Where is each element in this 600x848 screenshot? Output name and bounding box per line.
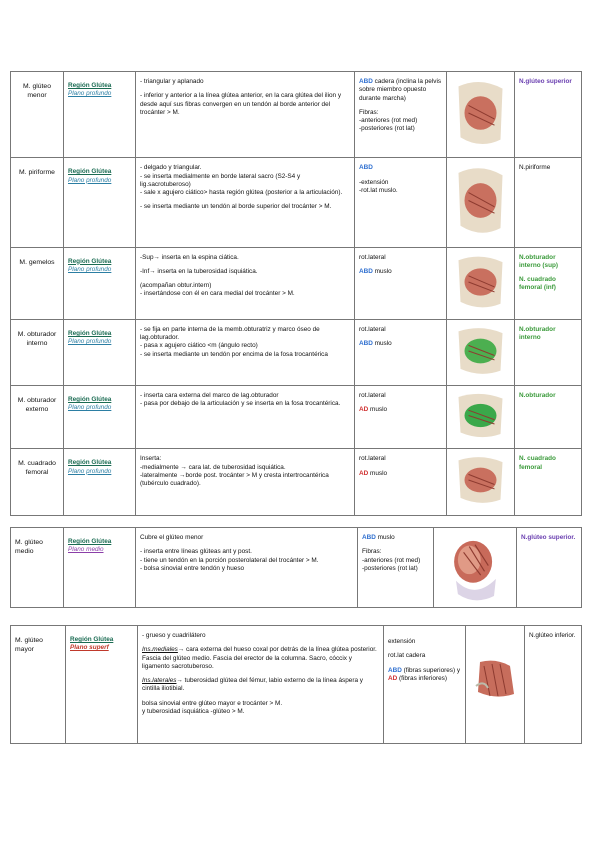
innervation-cell (515, 386, 582, 449)
action-cell (355, 319, 447, 385)
desc-line: (acompañan obtur.intern) (140, 282, 212, 290)
action-cell (358, 528, 434, 608)
action-cell (355, 72, 447, 158)
action-line: rot.lateral (359, 455, 386, 463)
action-cell (355, 449, 447, 515)
action-line: rot.lateral (359, 253, 386, 261)
desc-line: Cubre el glúteo menor (140, 534, 204, 541)
innervation-text: N.glúteo superior. (521, 534, 576, 541)
region-cell (64, 319, 136, 385)
region-link[interactable]: Región Glútea (68, 459, 112, 467)
image-cell (434, 528, 517, 608)
action-cell (355, 158, 447, 247)
desc-line: - pasa x agujero ciático <m (ángulo recto) (140, 342, 258, 350)
region-link[interactable]: Región Glútea (68, 538, 112, 545)
plane-link[interactable]: Plano profundo (68, 338, 112, 346)
hip-anatomy-image (450, 75, 511, 151)
muscle-name: M. cuadrado femoral (11, 449, 64, 515)
innervation-text: N.glúteo inferior. (529, 632, 576, 639)
desc-line: Inserta: (140, 455, 162, 463)
action-line: Fibras: (362, 548, 382, 556)
plane-link[interactable]: Plano profundo (68, 467, 112, 475)
desc-line: -Sup→ inserta en la espina ciática. (140, 253, 239, 261)
action-line: ABD muslo (359, 340, 392, 348)
desc-line: y tuberosidad isquiática -glúteo > M. (142, 708, 245, 716)
image-cell (447, 449, 515, 515)
action-cell (355, 386, 447, 449)
hip-anatomy-image (437, 531, 513, 604)
region-cell (64, 386, 136, 449)
desc-line: -medialmente → cara lat. de tuberosidad isquiática. (140, 463, 286, 471)
desc-line: -lateralmente →borde post. trocánter > M y cresta intertrocantérica (tubérculo cuadrado). (140, 472, 329, 488)
innervation-cell (515, 319, 582, 385)
muscle-name: M. gemelos (11, 247, 64, 319)
innervation-cell (515, 72, 582, 158)
hip-anatomy-image (450, 323, 511, 379)
hip-anatomy-image (450, 389, 511, 442)
innervation-text: N.obturador (519, 392, 556, 400)
innervation-text: N. cuadrado femoral (519, 455, 556, 471)
plane-link[interactable]: Plano profundo (68, 90, 112, 98)
desc-line: -Inf→ inserta en la tuberosidad isquiática. (140, 267, 258, 275)
table-deep-gluteal-muscles (10, 71, 582, 516)
muscle-name: M. glúteo menor (11, 72, 64, 158)
innervation-text: N.obturador interno (519, 325, 556, 342)
image-cell (447, 386, 515, 449)
desc-lateral: Ins.laterales→ tuberosidad glútea del fémur, labio externo de la línea áspera y cintilla iliotibial. (142, 677, 363, 693)
innervation-cell (515, 449, 582, 515)
region-cell (64, 449, 136, 515)
action-line: rot.lateral (359, 325, 386, 333)
description-cell (136, 72, 355, 158)
region-link[interactable]: Región Glútea (68, 82, 112, 89)
table-gluteus-medius (10, 527, 582, 608)
description-cell (136, 528, 358, 608)
muscle-name: M. glúteo medio (11, 528, 64, 608)
desc-line: - delgado y triangular. (140, 164, 202, 172)
plane-link[interactable]: Plano superf (70, 644, 109, 652)
muscle-name: M. obturador externo (11, 386, 64, 449)
plane-link[interactable]: Plano profundo (68, 404, 112, 412)
image-cell (447, 158, 515, 247)
desc-line: - se inserta medialmente en borde lateral sacro (S2-S4 y lig.sacrotuberoso) (140, 172, 301, 188)
action-line: rot.lateral (359, 392, 386, 400)
action-line: ABD (359, 164, 373, 172)
region-link[interactable]: Región Glútea (68, 257, 112, 265)
hip-anatomy-image (450, 161, 511, 240)
region-link[interactable]: Región Glútea (68, 396, 112, 404)
action-line: -extensión (359, 178, 389, 186)
table-row (11, 319, 582, 385)
region-cell (64, 247, 136, 319)
desc-line: - inferior y anterior a la línea glútea anterior, en la cara glútea del ilion y desde aquí sus fibras convergen en un tendón al borde anterior del trocánter > M. (140, 92, 342, 116)
action-line: -anteriores (rot med) (359, 117, 418, 125)
table-row (11, 626, 582, 744)
hip-anatomy-image (469, 656, 521, 702)
hip-anatomy-image (450, 452, 511, 508)
desc-line: - bolsa sinovial entre tendón y hueso (140, 564, 245, 572)
desc-line: bolsa sinovial entre glúteo mayor e trocánter > M. (142, 699, 283, 707)
region-cell (64, 72, 136, 158)
desc-line: - se inserta mediante un tendón al borde superior del trocánter > M. (140, 203, 332, 211)
action-line: -posteriores (rot lat) (362, 564, 418, 572)
table-row (11, 386, 582, 449)
desc-line: - se inserta mediante un tendón por encima de la fosa trocantérica (140, 350, 328, 358)
muscle-name: M. obturador interno (11, 319, 64, 385)
region-link[interactable]: Región Glútea (68, 329, 112, 337)
table-row (11, 528, 582, 608)
action-line: -anteriores (rot med) (362, 556, 421, 564)
description-cell (136, 386, 355, 449)
region-link[interactable]: Región Glútea (68, 168, 112, 176)
table-row (11, 247, 582, 319)
region-cell (66, 626, 138, 744)
image-cell (447, 319, 515, 385)
description-cell (136, 247, 355, 319)
table-row (11, 449, 582, 515)
desc-line: - pasa por debajo de la articulación y se inserta en la fosa trocantérica. (140, 400, 341, 408)
desc-line: - grueso y cuadrilátero (142, 632, 206, 639)
action-line: ABD cadera (inclina la pelvis sobre miembro opuesto durante marcha) (359, 78, 442, 102)
action-line: AD muslo (359, 406, 388, 414)
region-cell (64, 158, 136, 247)
table-gluteus-maximus (10, 625, 582, 744)
innervation-text: N. cuadrado femoral (inf) (519, 276, 556, 292)
action-line: Fibras: (359, 108, 379, 116)
desc-line: - triangular y aplanado (140, 78, 204, 85)
description-cell (136, 158, 355, 247)
action-line: rot.lat cadera (388, 652, 426, 660)
innervation-cell (515, 247, 582, 319)
innervation-cell (525, 626, 582, 744)
region-cell (64, 528, 136, 608)
table-row (11, 72, 582, 158)
muscle-name: M. glúteo mayor (11, 626, 66, 744)
action-line: ABD (fibras superiores) y AD (fibras inferiores) (388, 666, 461, 682)
innervation-text: N.piriforme (519, 164, 551, 172)
desc-line: - inserta entre líneas glúteas ant y post. (140, 548, 252, 556)
muscle-name: M. piriforme (11, 158, 64, 247)
description-cell (138, 626, 384, 744)
action-line: ABD muslo (359, 267, 392, 275)
action-line: -posteriores (rot lat) (359, 125, 415, 133)
innervation-cell (515, 158, 582, 247)
action-line: ABD muslo (362, 534, 395, 541)
description-cell (136, 449, 355, 515)
image-cell (447, 247, 515, 319)
innervation-cell (517, 528, 582, 608)
image-cell (447, 72, 515, 158)
description-cell (136, 319, 355, 385)
region-link[interactable]: Región Glútea (70, 636, 114, 643)
plane-link[interactable]: Plano medio (68, 546, 104, 554)
plane-link[interactable]: Plano profundo (68, 265, 112, 273)
desc-medial: Ins.mediales→ cara externa del hueso coxal por detrás de la línea glútea posterior. Fascia del glúteo medio. Fascia del erector de la columna. Sacro, cóccix y ligamento sacrotuberoso. (142, 646, 377, 670)
hip-anatomy-image (450, 251, 511, 313)
action-line: AD muslo (359, 469, 388, 477)
desc-line: - tiene un tendón en la porción posterolateral del trocánter > M. (140, 556, 319, 564)
desc-line: - inserta cara externa del marco de lag.obturador (140, 392, 279, 400)
table-row (11, 158, 582, 247)
action-line: -rot.lat muslo. (359, 186, 398, 194)
action-line: extensión (388, 638, 416, 645)
plane-link[interactable]: Plano profundo (68, 176, 112, 184)
action-cell (384, 626, 466, 744)
desc-line: - se fija en parte interna de la memb.obturatriz y marco óseo de lag.obturador. (140, 325, 320, 342)
innervation-text: N.obturador interno (sup) (519, 253, 559, 269)
innervation-text: N.glúteo superior (519, 78, 572, 85)
desc-line: - insertándose con él en cara medial del trocánter > M. (140, 290, 295, 298)
image-cell (466, 626, 525, 744)
desc-line: - sale x agujero ciático> hasta región glútea (posterior a la articulación). (140, 189, 343, 197)
action-cell (355, 247, 447, 319)
